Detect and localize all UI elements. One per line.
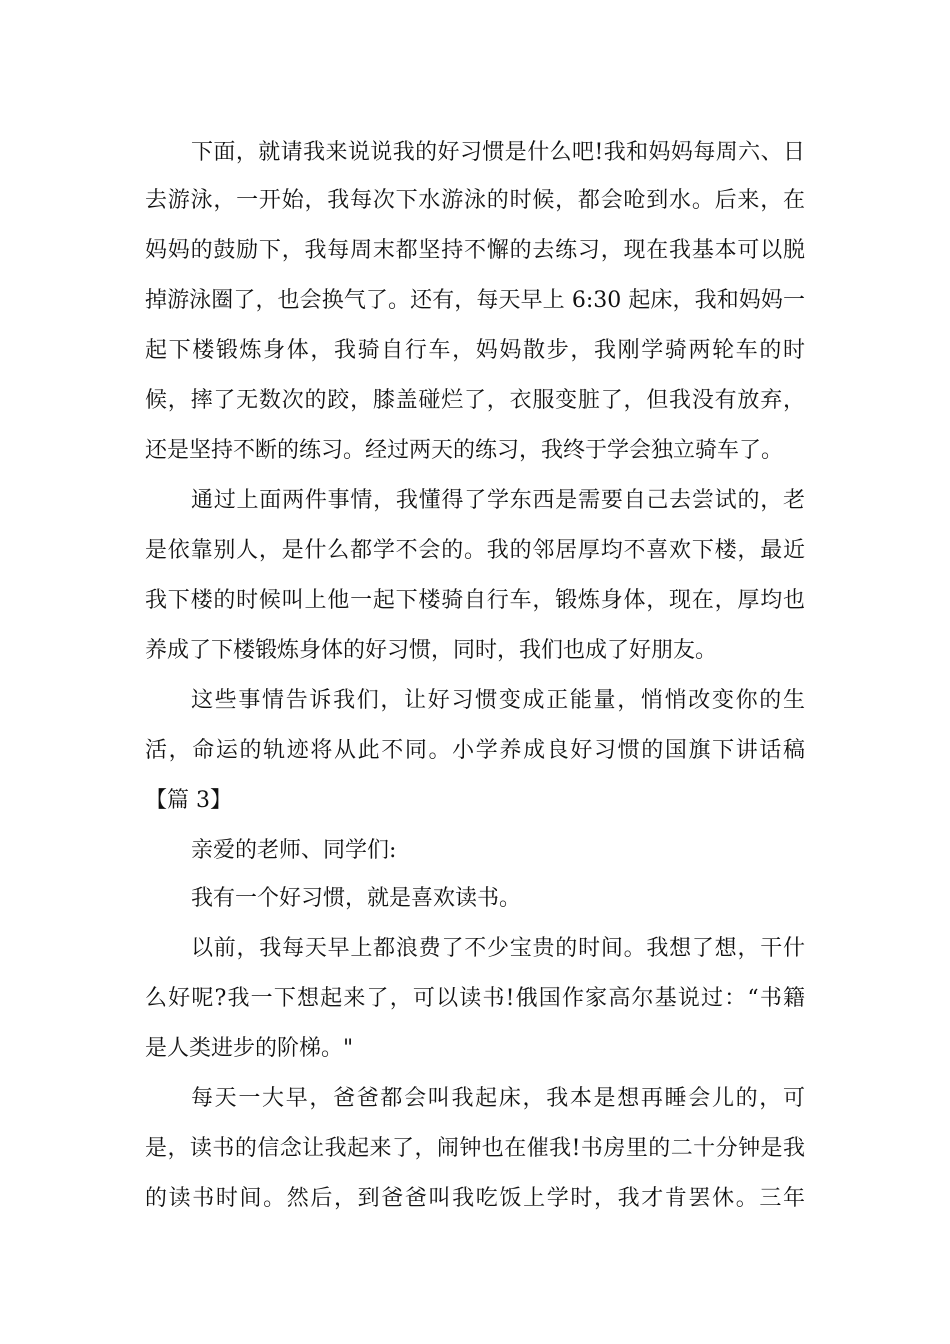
text-line: 活，命运的轨迹将从此不同。小学养成良好习惯的国旗下讲话稿 — [145, 738, 805, 763]
text-line: 还是坚持不断的练习。经过两天的练习，我终于学会独立骑车了。 — [145, 438, 784, 463]
text-line: 是人类进步的阶梯。" — [145, 1036, 354, 1061]
text-line: 下面，就请我来说说我的好习惯是什么吧!我和妈妈每周六、日 — [191, 140, 805, 165]
text-line: 养成了下楼锻炼身体的好习惯，同时，我们也成了好朋友。 — [145, 638, 718, 663]
text-line: 的读书时间。然后，到爸爸叫我吃饭上学时，我才肯罢休。三年 — [145, 1186, 805, 1211]
text-line: 这些事情告诉我们，让好习惯变成正能量，悄悄改变你的生 — [191, 688, 805, 713]
section-heading: 【篇 3】 — [145, 788, 232, 813]
text-line: 通过上面两件事情，我懂得了学东西是需要自己去尝试的，老 — [191, 488, 805, 513]
text-line: 是，读书的信念让我起来了，闹钟也在催我!书房里的二十分钟是我 — [145, 1136, 805, 1161]
text-line: 我有一个好习惯，就是喜欢读书。 — [191, 886, 522, 911]
text-line: 候，摔了无数次的跤，膝盖碰烂了，衣服变脏了，但我没有放弃， — [145, 388, 805, 413]
text-line: 妈妈的鼓励下，我每周末都坚持不懈的去练习，现在我基本可以脱 — [145, 238, 805, 263]
text-line: 每天一大早，爸爸都会叫我起床，我本是想再睡会儿的，可 — [191, 1086, 805, 1111]
text-line: 以前，我每天早上都浪费了不少宝贵的时间。我想了想，干什 — [191, 936, 805, 961]
text-line: 起下楼锻炼身体，我骑自行车，妈妈散步，我刚学骑两轮车的时 — [145, 338, 805, 363]
text-line: 去游泳，一开始，我每次下水游泳的时候，都会呛到水。后来，在 — [145, 188, 805, 213]
salutation: 亲爱的老师、同学们: — [191, 838, 397, 863]
text-line: 掉游泳圈了，也会换气了。还有，每天早上 6:30 起床，我和妈妈一 — [145, 288, 805, 313]
text-line: 我下楼的时候叫上他一起下楼骑自行车，锻炼身体，现在，厚均也 — [145, 588, 805, 613]
text-line: 么好呢?我一下想起来了，可以读书!俄国作家高尔基说过：“书籍 — [145, 986, 805, 1011]
text-line: 是依靠别人，是什么都学不会的。我的邻居厚均不喜欢下楼，最近 — [145, 538, 805, 563]
